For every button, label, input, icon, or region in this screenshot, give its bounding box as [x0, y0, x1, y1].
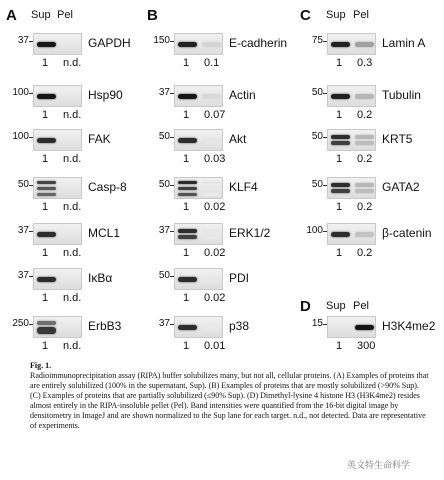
- protein-band: [355, 232, 374, 237]
- molecular-weight-marker: 250: [12, 318, 29, 329]
- protein-name: PDI: [229, 271, 250, 285]
- molecular-weight-marker: 37: [158, 318, 170, 329]
- molecular-weight-marker: 50: [17, 179, 29, 190]
- quant-pel-value: n.d.: [63, 247, 82, 259]
- protein-name: MCL1: [88, 226, 121, 240]
- protein-name: ERK1/2: [229, 226, 271, 240]
- molecular-weight-marker: 50: [311, 87, 323, 98]
- quant-sup-value: 1: [183, 57, 190, 69]
- protein-band: [331, 183, 350, 187]
- column-header-sup: Sup: [31, 9, 51, 21]
- quant-sup-value: 1: [42, 292, 49, 304]
- blot-image: [33, 268, 82, 290]
- protein-name: FAK: [88, 132, 111, 146]
- quant-sup-value: 1: [183, 109, 190, 121]
- protein-band: [178, 94, 197, 99]
- quant-sup-value: 1: [336, 109, 343, 121]
- molecular-weight-marker: 15: [311, 318, 323, 329]
- caption-title: Fig. 1.: [30, 361, 52, 370]
- molecular-weight-marker: 50: [158, 179, 170, 190]
- blot-image: [327, 223, 376, 245]
- panel-letter-B: B: [147, 7, 158, 24]
- quant-sup-value: 1: [336, 247, 343, 259]
- blot-image: [33, 129, 82, 151]
- column-header-sup: Sup: [326, 300, 346, 312]
- molecular-weight-marker: 37: [17, 35, 29, 46]
- protein-band: [202, 235, 221, 239]
- blot-image: [174, 316, 223, 338]
- protein-band: [37, 193, 56, 196]
- protein-band: [37, 327, 56, 334]
- quant-pel-value: n.d.: [63, 109, 82, 121]
- quant-pel-value: 0.2: [357, 153, 373, 165]
- protein-band: [178, 138, 197, 143]
- quant-sup-value: 1: [183, 247, 190, 259]
- protein-band: [355, 189, 374, 193]
- quant-sup-value: 1: [42, 153, 49, 165]
- protein-name: KLF4: [229, 180, 258, 194]
- protein-band: [331, 232, 350, 237]
- quant-pel-value: 0.3: [357, 57, 373, 69]
- molecular-weight-marker: 100: [306, 225, 323, 236]
- molecular-weight-marker: 50: [311, 179, 323, 190]
- protein-name: H3K4me2: [382, 319, 436, 333]
- molecular-weight-marker: 150: [153, 35, 170, 46]
- blot-image: [327, 316, 376, 338]
- quant-sup-value: 1: [336, 153, 343, 165]
- protein-band: [178, 187, 197, 190]
- protein-band: [178, 277, 197, 282]
- protein-name: Lamin A: [382, 36, 426, 50]
- blot-image: [33, 33, 82, 55]
- quant-sup-value: 1: [42, 109, 49, 121]
- protein-band: [178, 235, 197, 239]
- protein-band: [178, 181, 197, 184]
- protein-band: [355, 42, 374, 47]
- blot-image: [327, 129, 376, 151]
- quant-pel-value: 0.02: [204, 247, 226, 259]
- molecular-weight-marker: 37: [17, 225, 29, 236]
- panel-letter-A: A: [6, 7, 17, 24]
- column-header-pel: Pel: [57, 9, 73, 21]
- quant-sup-value: 1: [336, 340, 343, 352]
- protein-band: [37, 181, 56, 184]
- quant-pel-value: n.d.: [63, 153, 82, 165]
- column-header-sup: Sup: [326, 9, 346, 21]
- panel-letter-C: C: [300, 7, 311, 24]
- protein-band: [202, 94, 221, 99]
- quant-pel-value: 0.2: [357, 201, 373, 213]
- protein-band: [331, 189, 350, 193]
- protein-band: [37, 94, 56, 99]
- quant-sup-value: 1: [183, 292, 190, 304]
- protein-name: GATA2: [382, 180, 420, 194]
- blot-image: [174, 223, 223, 245]
- quant-pel-value: n.d.: [63, 201, 82, 213]
- molecular-weight-marker: 100: [12, 87, 29, 98]
- molecular-weight-marker: 37: [17, 270, 29, 281]
- protein-band: [37, 277, 56, 282]
- quant-pel-value: n.d.: [63, 340, 82, 352]
- protein-name: Akt: [229, 132, 247, 146]
- blot-image: [33, 177, 82, 199]
- blot-image: [327, 177, 376, 199]
- protein-band: [37, 187, 56, 190]
- protein-band: [355, 94, 374, 99]
- quant-pel-value: 0.02: [204, 201, 226, 213]
- blot-image: [174, 85, 223, 107]
- protein-band: [37, 138, 56, 143]
- blot-image: [174, 33, 223, 55]
- quant-pel-value: 0.02: [204, 292, 226, 304]
- quant-pel-value: 300: [357, 340, 376, 352]
- blot-image: [33, 223, 82, 245]
- molecular-weight-marker: 50: [311, 131, 323, 142]
- protein-band: [178, 193, 197, 196]
- quant-sup-value: 1: [336, 201, 343, 213]
- quant-sup-value: 1: [42, 201, 49, 213]
- protein-name: Casp-8: [88, 180, 127, 194]
- protein-name: ErbB3: [88, 319, 122, 333]
- protein-band: [202, 277, 221, 282]
- protein-name: β-catenin: [382, 226, 432, 240]
- blot-image: [174, 129, 223, 151]
- blot-image: [174, 268, 223, 290]
- quant-pel-value: 0.01: [204, 340, 226, 352]
- quant-sup-value: 1: [42, 57, 49, 69]
- caption-text: Radioimmunoprecipitation assay (RIPA) buffer solubilizes many, but not all, cellular proteins. (A) Examples of proteins that are entirely solubilized (100% in the supernatant, Sup). (B) Examples of proteins that are mostly solubilized (>90% Sup). (C) Examples of proteins that are partially solubilized (≤90% Sup). (D) Dimethyl-lysine 4 histone H3 (H3K4me2) resides almost entirely in the RIPA-insoluble pellet (Pel). Band intensities were quantified from the 16-bit digital image by densitometry in ImageJ and are shown normalized to the Sup lane for each target. n.d., not detected. Data are representative of experiments.: [30, 371, 429, 430]
- protein-name: p38: [229, 319, 250, 333]
- protein-band: [355, 325, 374, 330]
- quant-sup-value: 1: [336, 57, 343, 69]
- protein-name: E-cadherin: [229, 36, 288, 50]
- protein-band: [178, 42, 197, 47]
- quant-sup-value: 1: [183, 153, 190, 165]
- protein-band: [355, 141, 374, 145]
- protein-name: KRT5: [382, 132, 413, 146]
- protein-band: [37, 321, 56, 325]
- quant-sup-value: 1: [42, 340, 49, 352]
- protein-band: [202, 181, 221, 184]
- quant-pel-value: 0.07: [204, 109, 226, 121]
- quant-pel-value: 0.1: [204, 57, 220, 69]
- protein-band: [355, 135, 374, 139]
- blot-image: [33, 316, 82, 338]
- figure-caption: [30, 361, 430, 431]
- protein-band: [37, 232, 56, 237]
- quant-pel-value: n.d.: [63, 57, 82, 69]
- blot-image: [327, 33, 376, 55]
- protein-band: [202, 138, 221, 143]
- protein-band: [202, 187, 221, 190]
- protein-band: [331, 141, 350, 145]
- blot-image: [174, 177, 223, 199]
- protein-band: [178, 325, 197, 330]
- protein-band: [202, 193, 221, 196]
- protein-band: [202, 42, 221, 47]
- molecular-weight-marker: 75: [311, 35, 323, 46]
- quant-pel-value: n.d.: [63, 292, 82, 304]
- molecular-weight-marker: 37: [158, 87, 170, 98]
- column-header-pel: Pel: [353, 300, 369, 312]
- protein-band: [355, 183, 374, 187]
- watermark-text: 英文特生命科学: [347, 460, 411, 470]
- molecular-weight-marker: 50: [158, 131, 170, 142]
- protein-band: [37, 42, 56, 47]
- quant-sup-value: 1: [183, 201, 190, 213]
- quant-pel-value: 0.03: [204, 153, 226, 165]
- molecular-weight-marker: 50: [158, 270, 170, 281]
- protein-name: Tubulin: [382, 88, 421, 102]
- molecular-weight-marker: 37: [158, 225, 170, 236]
- protein-name: GAPDH: [88, 36, 131, 50]
- protein-band: [202, 229, 221, 233]
- protein-name: Hsp90: [88, 88, 123, 102]
- blot-image: [327, 85, 376, 107]
- protein-band: [331, 135, 350, 139]
- molecular-weight-marker: 100: [12, 131, 29, 142]
- protein-name: IκBα: [88, 271, 113, 285]
- quant-pel-value: 0.2: [357, 247, 373, 259]
- protein-band: [202, 325, 221, 330]
- protein-name: Actin: [229, 88, 256, 102]
- quant-sup-value: 1: [42, 247, 49, 259]
- panel-letter-D: D: [300, 298, 311, 315]
- protein-band: [331, 94, 350, 99]
- column-header-pel: Pel: [353, 9, 369, 21]
- blot-image: [33, 85, 82, 107]
- quant-pel-value: 0.2: [357, 109, 373, 121]
- protein-band: [178, 229, 197, 233]
- protein-band: [331, 42, 350, 47]
- quant-sup-value: 1: [183, 340, 190, 352]
